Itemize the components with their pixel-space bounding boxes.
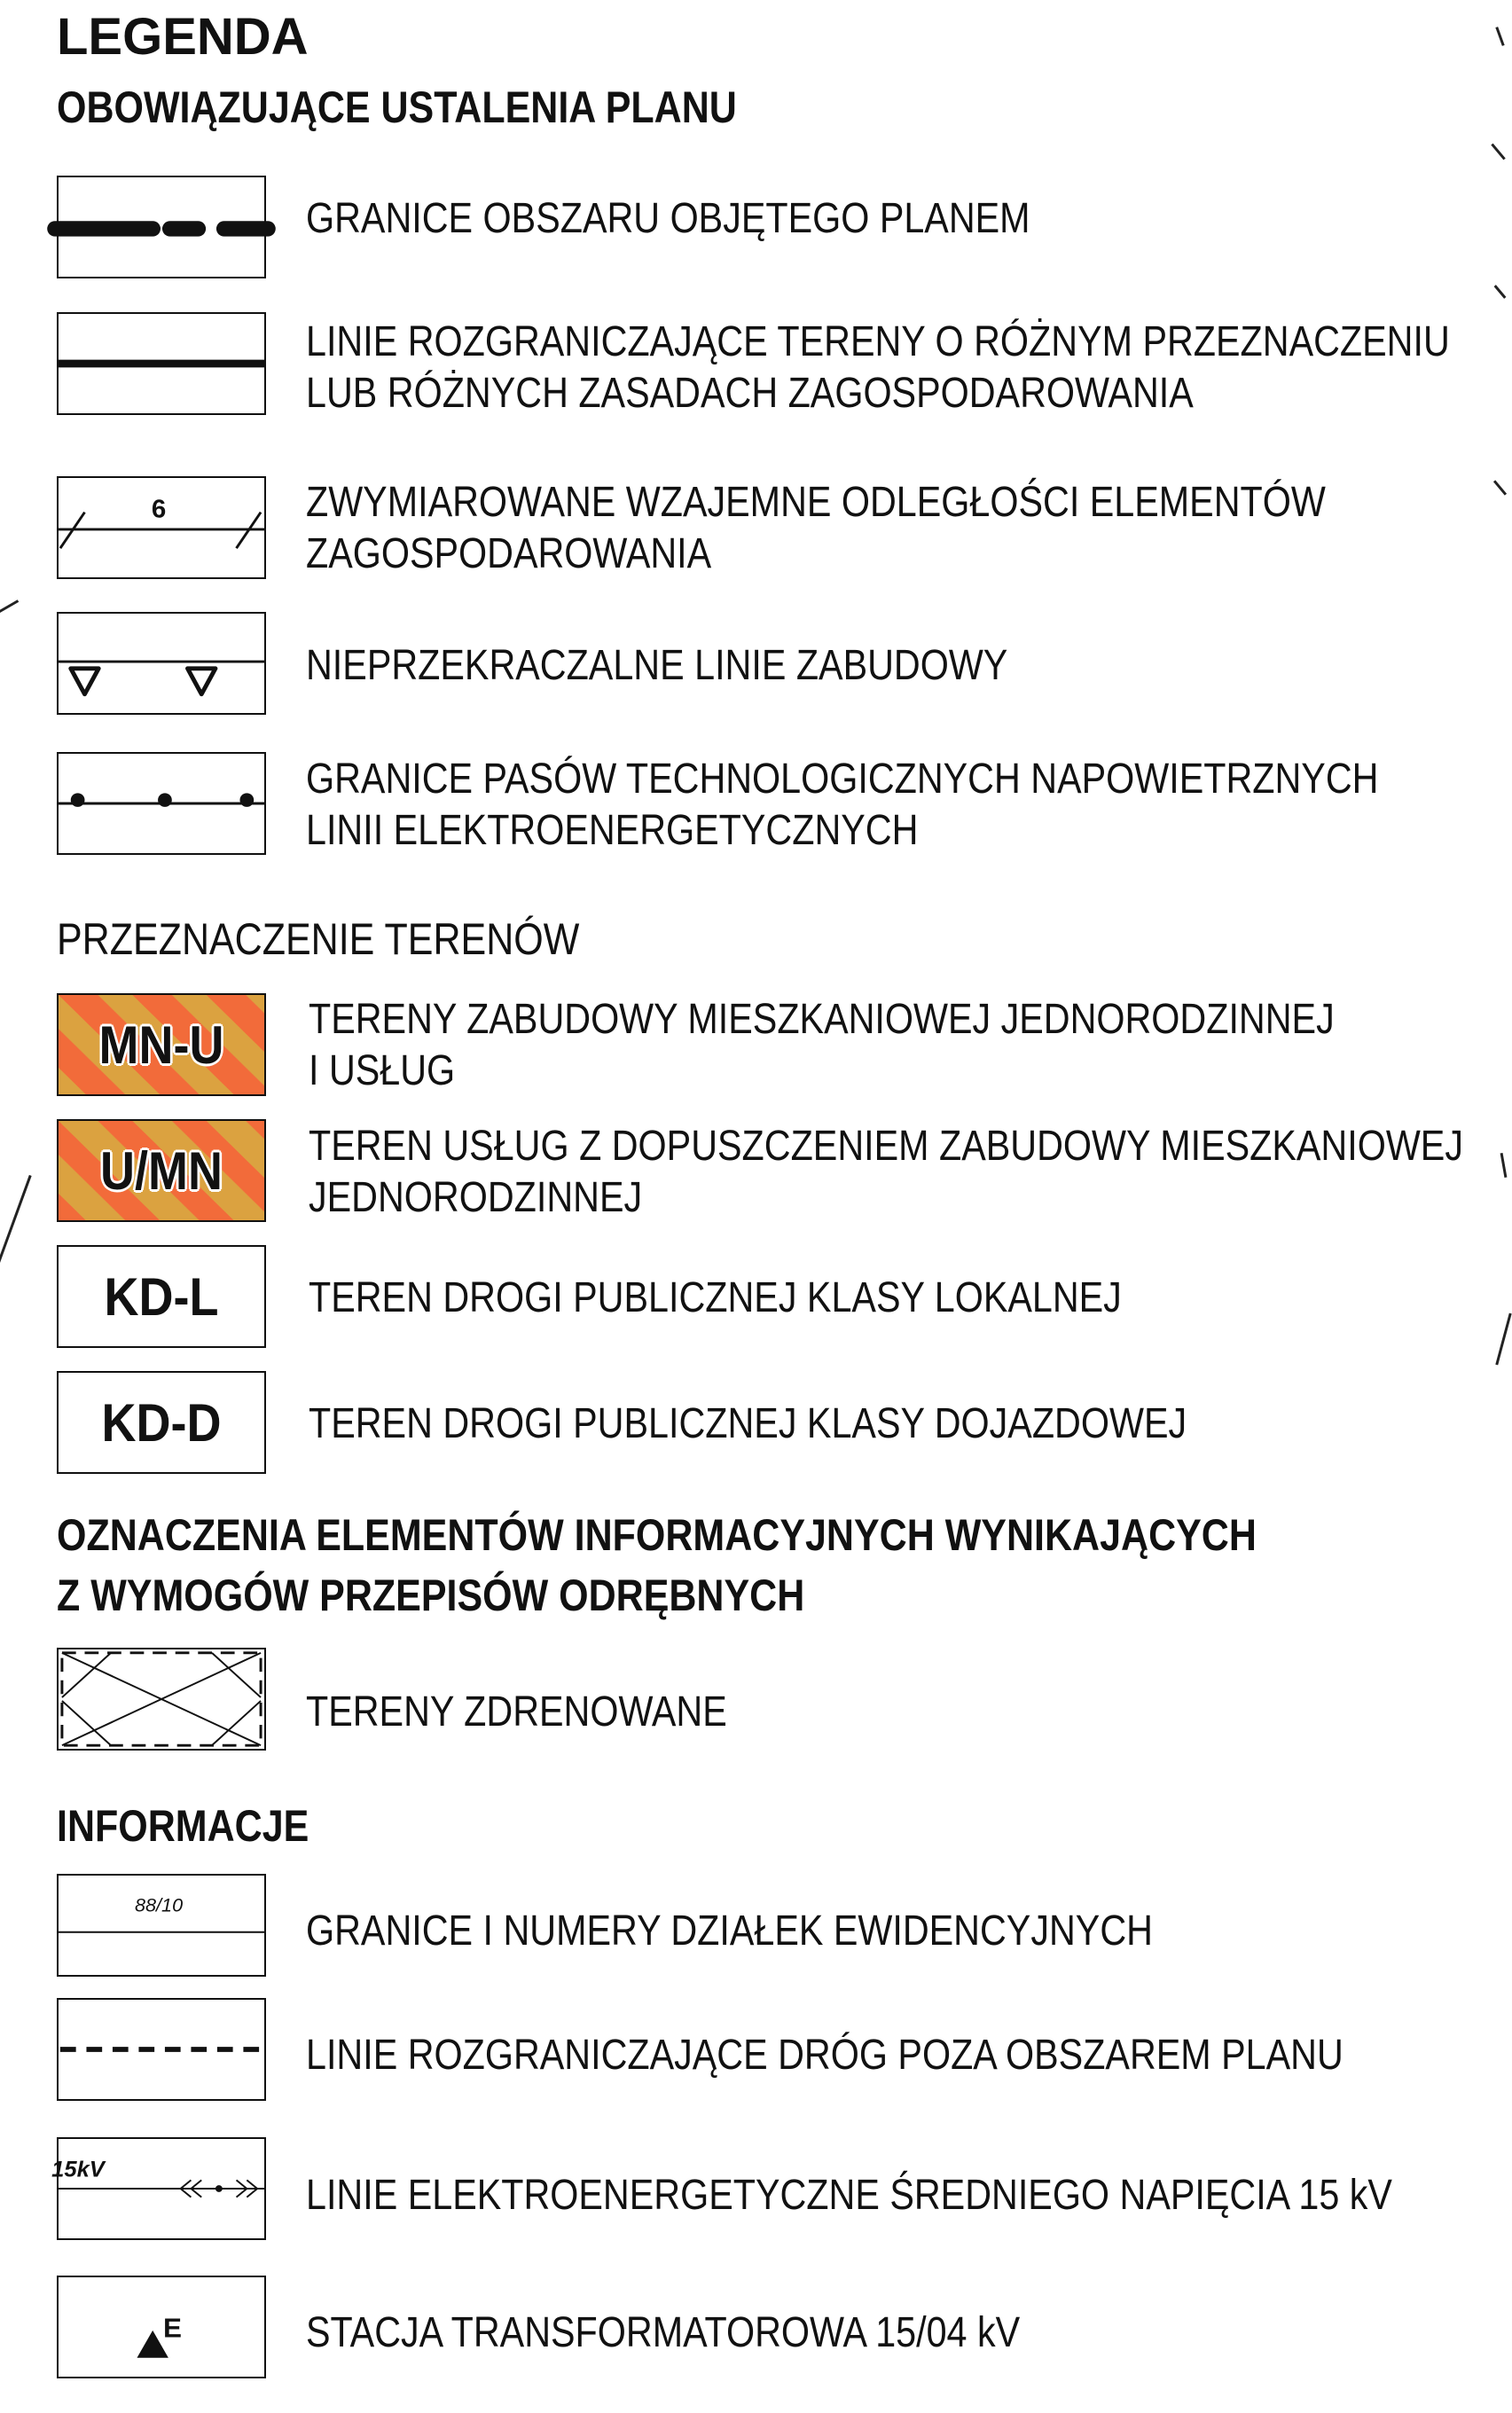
desc-u-mn-2: JEDNORODZINNEJ (309, 1174, 643, 1221)
desc-dividing-lines-2: LUB RÓŻNYCH ZASADACH ZAGOSPODAROWANIA (306, 370, 1194, 417)
desc-building-lines: NIEPRZEKRACZALNE LINIE ZABUDOWY (306, 642, 1008, 689)
desc-kd-d: TEREN DROGI PUBLICZNEJ KLASY DOJAZDOWEJ (309, 1400, 1187, 1447)
code-kd-d: KD-D (101, 1392, 222, 1453)
desc-tech-strips-2: LINII ELEKTROENERGETYCZNYCH (306, 807, 919, 854)
desc-dividing-lines (306, 317, 1450, 419)
section-binding-title: OBOWIĄZUJĄCE USTALENIA PLANU (57, 82, 737, 132)
symbol-kd-l (57, 1245, 266, 1348)
section-land-use-title: PRZEZNACZENIE TERENÓW (57, 914, 580, 964)
desc-dividing-lines-1: LINIE ROZGRANICZAJĄCE TERENY O RÓŻNYM PRZEZNACZENIU (306, 318, 1450, 365)
symbol-dividing-lines (57, 312, 266, 415)
scan-mark (1493, 480, 1507, 495)
desc-mn-u (309, 994, 1335, 1097)
symbol-drained (57, 1648, 266, 1751)
desc-dimensioned (306, 477, 1326, 580)
desc-plan-boundary: GRANICE OBSZARU OBJĘTEGO PLANEM (306, 195, 1030, 242)
code-u-mn: U/MN (100, 1140, 223, 1201)
desc-dimensioned-2: ZAGOSPODAROWANIA (306, 530, 712, 577)
code-kd-l: KD-L (104, 1266, 219, 1327)
symbol-dimension (57, 476, 266, 579)
symbol-u-mn (57, 1119, 266, 1222)
legend-title: LEGENDA (57, 8, 309, 66)
desc-u-mn-1: TEREN USŁUG Z DOPUSZCZENIEM ZABUDOWY MIESZKANIOWEJ (309, 1123, 1463, 1170)
section-information-title: INFORMACJE (57, 1801, 309, 1851)
desc-tech-strips (306, 754, 1378, 857)
desc-u-mn (309, 1121, 1463, 1224)
code-mn-u: MN-U (98, 1015, 224, 1075)
desc-parcels: GRANICE I NUMERY DZIAŁEK EWIDENCYJNYCH (306, 1908, 1153, 1955)
symbol-kd-d (57, 1371, 266, 1474)
kv-label: 15kV (51, 2157, 105, 2182)
symbol-building-lines (57, 612, 266, 715)
section-info-elements-title (57, 1505, 1257, 1626)
desc-road-lines: LINIE ROZGRANICZAJĄCE DRÓG POZA OBSZAREM PLANU (306, 2032, 1344, 2079)
section-info-elements-line1: OZNACZENIA ELEMENTÓW INFORMACYJNYCH WYNIKAJĄCYCH (57, 1510, 1257, 1560)
symbol-plan-boundary (57, 176, 266, 278)
symbol-road-lines (57, 1998, 266, 2101)
transformer-letter: E (162, 2312, 182, 2344)
desc-mn-u-1: TERENY ZABUDOWY MIESZKANIOWEJ JEDNORODZINNEJ (309, 996, 1335, 1043)
symbol-parcels (57, 1874, 266, 1977)
symbol-tech-strips (57, 752, 266, 855)
scan-mark (1495, 1313, 1511, 1366)
scan-mark (1491, 144, 1505, 161)
parcel-number: 88/10 (135, 1894, 184, 1916)
desc-power-lines: LINIE ELEKTROENERGETYCZNE ŚREDNIEGO NAPIĘCIA 15 kV (306, 2172, 1392, 2219)
dimension-value: 6 (151, 495, 167, 524)
symbol-transformer (57, 2276, 266, 2378)
desc-dimensioned-1: ZWYMIAROWANE WZAJEMNE ODLEGŁOŚCI ELEMENTÓW (306, 479, 1326, 526)
scan-mark (0, 1175, 32, 1326)
scan-mark (1494, 285, 1507, 299)
symbol-mn-u (57, 993, 266, 1096)
scan-mark (1500, 1153, 1508, 1178)
section-info-elements-line2: Z WYMOGÓW PRZEPISÓW ODRĘBNYCH (57, 1571, 805, 1620)
desc-tech-strips-1: GRANICE PASÓW TECHNOLOGICZNYCH NAPOWIETRZNYCH (306, 756, 1379, 803)
desc-drained: TERENY ZDRENOWANE (306, 1688, 727, 1735)
desc-mn-u-2: I USŁUG (309, 1047, 456, 1094)
desc-kd-l: TEREN DROGI PUBLICZNEJ KLASY LOKALNEJ (309, 1274, 1122, 1321)
desc-transformer: STACJA TRANSFORMATOROWA 15/04 kV (306, 2309, 1021, 2356)
symbol-power-lines (51, 2137, 266, 2240)
scan-mark (0, 599, 19, 615)
scan-mark (1495, 27, 1504, 46)
